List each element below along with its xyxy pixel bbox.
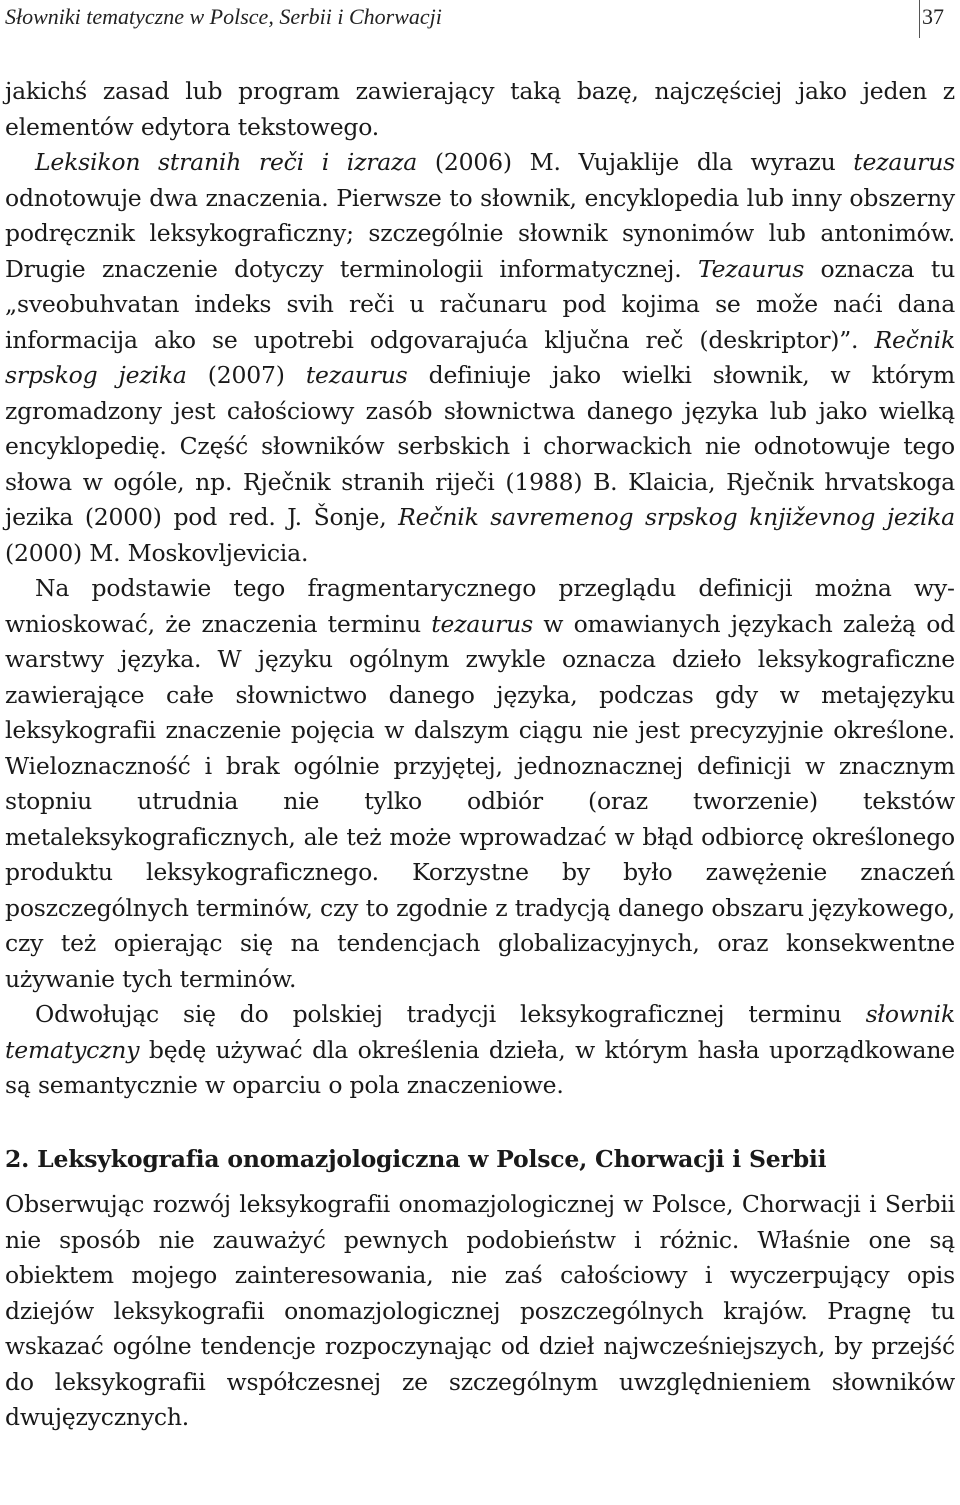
term-slownik-tematyczny: słownik tematyczny — [5, 1000, 955, 1064]
text-run: jakichś zasad lub program zawierający taką bazę, najczęściej jako jeden z elementów edytora tekstowego. — [5, 77, 955, 141]
text-run: oznacza tu „sveobuhvatan indeks svih reči u računaru pod kojima se može naći dana informacija ako se upotrebi odgovarajuća ključna reč (deskriptor)”. — [5, 254, 956, 354]
text-run: Odwołując się do polskiej tradycji leksykograficznej terminu — [35, 1000, 866, 1028]
text-run: Na podstawie tego fragmentarycznego przeglądu definicji można wywnioskować, że znaczenia terminu — [5, 574, 955, 638]
text-run: Obserwując rozwój leksykografii onomazjologicznej w Polsce, Chorwacji i Serbii nie sposób nie zauważyć pewnych podobieństw i różnic. Właśnie one są obiektem mojego zainteresowania, nie zaś całościowy i wyczerpujący opis dziejów leksykografii onomazjologicznej poszczególnych krajów. Pragnę tu wskazać ogólne tendencje rozpoczynając od dzieł najwcześniejszych, by przejść do leksykografii współczesnej ze szczególnym uwzględnieniem słowników dwujęzycznych. — [5, 1190, 955, 1431]
paragraph-slownik-tematyczny — [5, 997, 955, 1104]
paragraph-conclusion — [5, 571, 955, 997]
page-number: 37 — [922, 4, 944, 29]
text-run: odnotowuje dwa znaczenia. Pierwsze to słownik, encyklopedia lub inny obszerny podręcznik leksykograficzny; szczególnie słownik synonimów lub antonimów. Drugie znaczenie dotyczy terminologii informatycznej. — [5, 183, 955, 283]
term-tezaurus: tezaurus — [305, 361, 408, 389]
term-tezaurus: tezaurus — [853, 148, 955, 176]
term-tezaurus: tezaurus — [431, 609, 533, 638]
text-run: (2006) M. Vujaklije dla wyrazu — [417, 148, 854, 176]
body-text — [5, 74, 955, 1436]
term-tezaurus: Tezaurus — [697, 254, 805, 283]
paragraph-tezaurus-definitions — [5, 145, 955, 571]
section-heading: 2. Leksykografia onomazjologiczna w Polsce, Chorwacji i Serbii — [5, 1144, 827, 1173]
paragraph-section-intro — [5, 1187, 955, 1436]
title-leksikon: Leksikon stranih reči i izraza — [35, 148, 418, 176]
text-run: będę używać dla określenia dzieła, w którym hasła uporządkowane są semantycznie w oparciu o pola znaczeniowe. — [5, 1035, 955, 1099]
title-recnik-savremenog: Rečnik savremenog srpskog književnog jezika — [398, 503, 955, 531]
text-run: definiuje jako wielki słownik, w którym zgromadzony jest całościowy zasób słownictwa danego języka lub jako wielką encyklopedię. Część słowników serbskich i chorwackich nie odnotowuje tego słowa w ogóle, np. Rječnik stranih riječi (1988) B. Klaicia, Rječnik hrvatskoga jezika (2000) pod red. J. Šonje, — [5, 361, 955, 531]
header-divider — [919, 0, 920, 38]
text-run: (2000) M. Moskovljevicia. — [5, 538, 309, 567]
title-recnik-srpskog-jezika: Rečnik srpskog jezika — [5, 325, 955, 389]
paragraph-continuation — [5, 74, 955, 145]
running-head: Słowniki tematyczne w Polsce, Serbii i Chorwacji — [5, 4, 442, 29]
text-run: w omawianych językach zależą od warstwy języka. W języku ogólnym zwykle oznacza dzieło leksykograficzne zawierające całe słownictwo danego języka, podczas gdy w metajęzyku leksykografii znaczenie pojęcia w dalszym ciągu nie jest precyzyjnie określone. Wieloznaczność i brak ogólnie przyjętej, jednoznacznej definicji w znacznym stopniu utrudnia nie tylko odbiór (oraz tworzenie) tekstów metaleksykograficznych, ale też może wprowadzać w błąd odbiorcę określonego produktu leksykograficznego. Korzystne by było zawężenie znaczeń poszczególnych terminów, czy to zgodnie z tradycją danego obszaru językowego, czy też opierając się na tendencjach globalizacyjnych, oraz konsekwentne używanie tych terminów. — [5, 609, 955, 993]
text-run: (2007) — [186, 361, 306, 389]
